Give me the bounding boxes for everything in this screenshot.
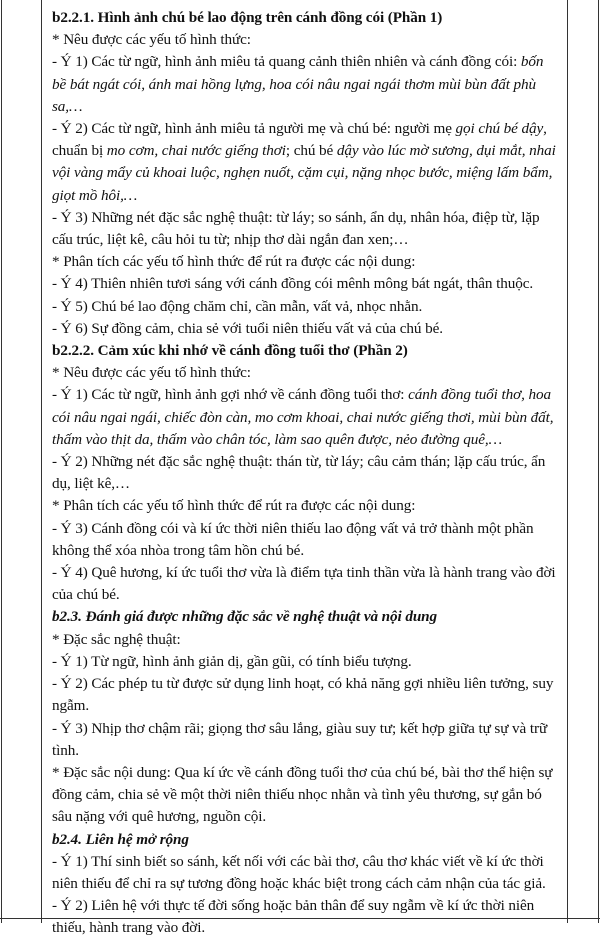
section-heading-23: b2.3. Đánh giá được những đặc sắc về nghệ thuật và nội dung — [52, 608, 438, 626]
table-border-left — [1, 0, 2, 923]
item-24-y2: - Ý 2) Liên hệ với thực tế đời sống hoặc bản thân để suy ngẫm về kí ức thời niên thiếu, hành trang vào đời. — [52, 897, 535, 937]
item-221-y1 — [52, 51, 560, 118]
item-222-y4: - Ý 4) Quê hương, kí ức tuổi thơ vừa là điểm tựa tinh thần vừa là hành trang vào đời của chú bé. — [52, 564, 556, 604]
item-23-y1: - Ý 1) Từ ngữ, hình ảnh giản dị, gần gũi, có tính biểu tượng. — [52, 652, 412, 670]
item-quote: mo cơm, chai nước giếng thơi — [106, 142, 286, 160]
answer-content — [52, 7, 560, 940]
table-border-col2 — [567, 0, 568, 923]
item-text: - Ý 1) Các từ ngữ, hình ảnh gợi nhớ về cánh đồng tuổi thơ: — [52, 386, 409, 404]
item-quote: bốn bề bát ngát cói, ánh mai hồng lựng, hoa cói nâu ngai ngái thơm mùi bùn đất phù sa,… — [52, 53, 544, 115]
form-intro-221: * Nêu được các yếu tố hình thức: — [52, 31, 251, 49]
section-heading-24: b2.4. Liên hệ mở rộng — [52, 830, 189, 848]
item-221-y2 — [52, 118, 560, 207]
item-222-y3: - Ý 3) Cánh đồng cói và kí ức thời niên thiếu lao động vất vả trở thành một phần không thể xóa nhòa trong tâm hồn chú bé. — [52, 519, 534, 559]
section-heading-222: b2.2.2. Cảm xúc khi nhớ về cánh đồng tuổi thơ (Phần 2) — [52, 342, 408, 360]
item-24-y1: - Ý 1) Thí sinh biết so sánh, kết nối với các bài thơ, câu thơ khác viết về kí ức thời niên thiếu để chỉ ra sự tương đồng hoặc khác biệt trong cách cảm nhận của tác giả. — [52, 852, 546, 892]
item-text: ; chú bé — [285, 142, 337, 160]
item-quote: cánh đồng tuổi thơ, hoa cói nâu ngai ngái, chiếc đòn càn, mo cơm khoai, chai nước giếng thơi, mùi bùn đất, thấm vào thịt da, thấm vào chân tóc, làm sao quên được, nẻo đường quê,… — [52, 386, 554, 448]
item-quote: dậy vào lúc mờ sương, dụi mắt, nhai vội vàng mẩy củ khoai luộc, nghẹn nuốt, cặm cụi, nặng nhọc bước, miệng lấm bẩm, giọt mồ hôi,… — [52, 142, 556, 204]
item-221-y6: - Ý 6) Sự đồng cảm, chia sẻ với tuổi niên thiếu vất vả của chú bé. — [52, 319, 443, 337]
form-intro-222: * Nêu được các yếu tố hình thức: — [52, 364, 251, 382]
item-text: - Ý 2) Các từ ngữ, hình ảnh miêu tả người mẹ và chú bé: người mẹ — [52, 120, 456, 138]
item-222-y2: - Ý 2) Những nét đặc sắc nghệ thuật: thán từ, từ láy; câu cảm thán; lặp cấu trúc, ẩn dụ, liệt kê,… — [52, 453, 546, 493]
item-221-y5: - Ý 5) Chú bé lao động chăm chỉ, cần mẫn, vất vả, nhọc nhằn. — [52, 297, 423, 315]
content-23: * Đặc sắc nội dung: Qua kí ức về cánh đồng tuổi thơ của chú bé, bài thơ thể hiện sự đồng cảm, chia sẻ về một thời niên thiếu nhọc nhằn và tình yêu thương, sự gắn bó sâu nặng với quê hương, nguồn cội. — [52, 763, 553, 826]
section-heading-221: b2.2.1. Hình ảnh chú bé lao động trên cánh đồng cói (Phần 1) — [52, 9, 443, 26]
item-23-y2: - Ý 2) Các phép tu từ được sử dụng linh hoạt, có khả năng gợi nhiều liên tưởng, suy ngẫm. — [52, 675, 554, 715]
analysis-intro-222: * Phân tích các yếu tố hình thức để rút ra được các nội dung: — [52, 497, 416, 515]
table-border-col1 — [41, 0, 42, 923]
table-border-right — [598, 0, 599, 923]
item-quote: gọi chú bé dậy — [455, 120, 544, 138]
item-221-y4: - Ý 4) Thiên nhiên tươi sáng với cánh đồng cói mênh mông bát ngát, thân thuộc. — [52, 275, 534, 293]
item-text: - Ý 1) Các từ ngữ, hình ảnh miêu tả quang cảnh thiên nhiên và cánh đồng cói: — [52, 53, 521, 71]
art-intro-23: * Đặc sắc nghệ thuật: — [52, 630, 181, 648]
item-23-y3: - Ý 3) Nhịp thơ chậm rãi; giọng thơ sâu lắng, giàu suy tư; kết hợp giữa tự sự và trữ tình. — [52, 719, 548, 759]
analysis-intro-221: * Phân tích các yếu tố hình thức để rút ra được các nội dung: — [52, 253, 416, 271]
item-222-y1 — [52, 384, 560, 451]
item-221-y3: - Ý 3) Những nét đặc sắc nghệ thuật: từ láy; so sánh, ẩn dụ, nhân hóa, điệp từ, lặp cấu trúc, liệt kê, câu hỏi tu từ; nhịp thơ dài ngắn đan xen;… — [52, 208, 540, 249]
item-text: , chuẩn bị — [52, 120, 547, 160]
